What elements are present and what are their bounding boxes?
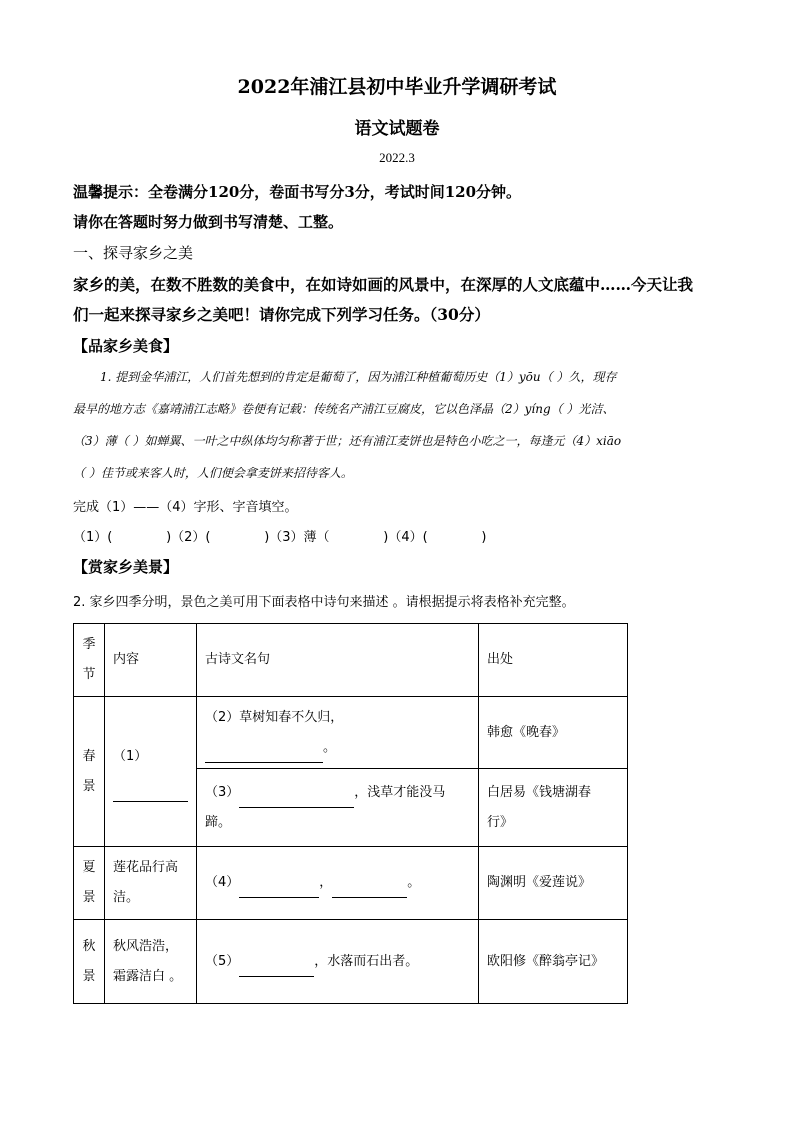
exam-title: 2022年浦江县初中毕业升学调研考试 xyxy=(237,76,557,98)
autumn-content-b: 霜露洁白 。 xyxy=(113,968,183,984)
spring-source-1: 韩愈《晚春》 xyxy=(479,697,628,769)
season-autumn-bottom: 景 xyxy=(82,968,96,984)
notice-line-1: 温馨提示：全卷满分120分，卷面书写分3分，考试时间120分钟。 xyxy=(73,183,522,201)
header-content: 内容 xyxy=(105,624,197,697)
season-spring-top: 春 xyxy=(82,748,96,764)
season-summer-top: 夏 xyxy=(82,860,96,875)
season-summer-bottom: 景 xyxy=(82,890,96,905)
summer-content-a: 莲花品行高 xyxy=(113,860,179,875)
spring-content[interactable] xyxy=(105,697,197,847)
q1-line-1: 1. 提到金华浦江，人们首先想到的肯定是葡萄了，因为浦江种植葡萄历史（1）yōu（ ）久，现存 xyxy=(100,370,617,384)
q2-prompt: 2. 家乡四季分明，景色之美可用下面表格中诗句来描述 。请根据提示将表格补充完整。 xyxy=(73,595,575,610)
autumn-poem-blank[interactable] xyxy=(239,976,314,977)
spring-source-2-b: 行》 xyxy=(487,814,514,830)
summer-source: 陶渊明《爱莲说》 xyxy=(479,847,628,920)
spring-content-blank[interactable] xyxy=(113,801,188,802)
spring-poem-1-text: （2）草树知春不久归， xyxy=(205,709,344,725)
section1-heading: 一、探寻家乡之美 xyxy=(73,244,194,262)
q1-answer-blanks[interactable]: （1）( )（2）( )（3）薄（ )（4）( ) xyxy=(73,530,487,545)
food-heading: 【品家乡美食】 xyxy=(73,337,179,355)
exam-date: 2022.3 xyxy=(379,150,415,165)
autumn-poem[interactable] xyxy=(197,920,479,1004)
header-source: 出处 xyxy=(479,624,628,697)
spring-poem-2[interactable] xyxy=(197,769,479,847)
season-spring-bottom: 景 xyxy=(82,778,96,794)
q1-line-3: （3）薄（ ）如蝉翼、一叶之中纵体均匀称著于世；还有浦江麦饼也是特色小吃之一，每逢元（4）xiāo xyxy=(73,434,622,448)
header-season-top: 季 xyxy=(82,637,96,652)
section1-intro-line-2: 们一起来探寻家乡之美吧！请你完成下列学习任务。（30分） xyxy=(73,305,490,324)
header-season-bottom: 节 xyxy=(82,667,96,682)
summer-poem-sep: ， xyxy=(319,875,333,890)
spring-poem-2-blank[interactable] xyxy=(239,807,354,808)
summer-poem-end: 。 xyxy=(407,875,421,890)
spring-content-label: （1） xyxy=(113,748,148,764)
spring-poem-1-blank[interactable] xyxy=(205,762,323,763)
season-autumn-top: 秋 xyxy=(82,938,96,954)
autumn-poem-label: （5） xyxy=(205,953,240,969)
q1-line-4: （ ）佳节或来客人时，人们便会拿麦饼来招待客人。 xyxy=(73,466,353,480)
q1-line-2: 最早的地方志《嘉靖浦江志略》卷便有记载：传统名产浦江豆腐皮，它以色泽晶（2）yíng（ ）光洁、 xyxy=(73,402,615,416)
header-season xyxy=(74,624,105,697)
header-poem: 古诗文名句 xyxy=(197,624,479,697)
exam-subtitle: 语文试题卷 xyxy=(354,119,440,139)
spring-source-2-a: 白居易《钱塘湖春 xyxy=(487,784,592,800)
q1-instruction: 完成（1）——（4）字形、字音填空。 xyxy=(73,500,298,515)
autumn-source: 欧阳修《醉翁亭记》 xyxy=(479,920,628,1004)
season-summer xyxy=(74,847,105,920)
autumn-poem-text: ，水落而石出者。 xyxy=(314,953,419,969)
table-row-spring-1 xyxy=(74,697,628,769)
spring-source-2 xyxy=(479,769,628,847)
summer-content xyxy=(105,847,197,920)
table-row-summer xyxy=(74,847,628,920)
season-spring xyxy=(74,697,105,847)
autumn-content-a: 秋风浩浩， xyxy=(113,938,179,954)
season-autumn xyxy=(74,920,105,1004)
spring-poem-2-text: ，浅草才能没马 xyxy=(354,784,446,800)
table-row-autumn xyxy=(74,920,628,1004)
summer-poem-label: （4） xyxy=(205,875,240,890)
summer-poem-blank-1[interactable] xyxy=(239,897,319,898)
spring-poem-2-end: 蹄。 xyxy=(205,814,232,830)
notice-line-2: 请你在答题时努力做到书写清楚、工整。 xyxy=(73,213,344,231)
summer-content-b: 洁。 xyxy=(113,890,140,905)
poetry-table xyxy=(73,623,628,1004)
spring-poem-1[interactable]: （2）草树知春不久归， 。 xyxy=(197,697,479,769)
table-header-row xyxy=(74,624,628,697)
summer-poem-blank-2[interactable] xyxy=(332,897,407,898)
scenery-heading: 【赏家乡美景】 xyxy=(73,558,179,576)
section1-intro-line-1: 家乡的美，在数不胜数的美食中，在如诗如画的风景中，在深厚的人文底蕴中……今天让我 xyxy=(73,275,694,294)
spring-poem-2-label: （3） xyxy=(205,784,240,800)
summer-poem[interactable] xyxy=(197,847,479,920)
autumn-content xyxy=(105,920,197,1004)
